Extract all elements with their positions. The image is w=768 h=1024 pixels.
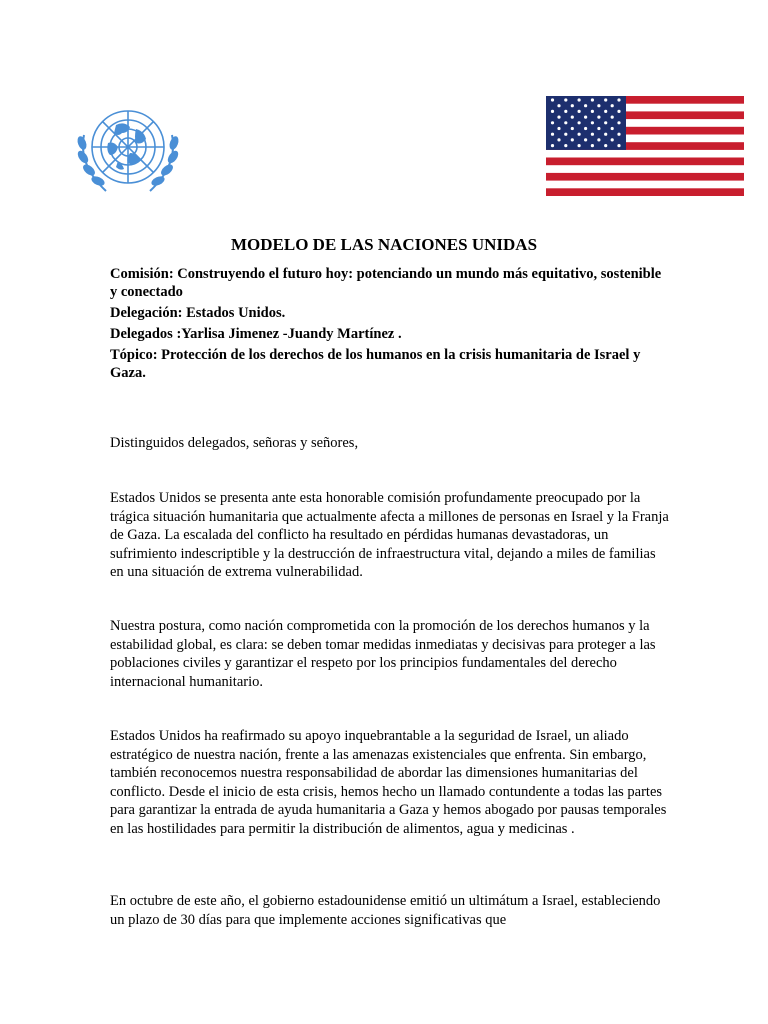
flag-star (551, 110, 554, 113)
flag-star (597, 116, 600, 119)
flag-star (597, 104, 600, 107)
flag-star (571, 127, 574, 130)
flag-star (584, 127, 587, 130)
flag-star (591, 98, 594, 101)
flag-star (557, 116, 560, 119)
flag-star (611, 127, 614, 130)
flag-star (604, 98, 607, 101)
delegates-line: Delegados :Yarlisa Jimenez -Juandy Martínez . (110, 326, 402, 342)
flag-star (611, 116, 614, 119)
flag-star (611, 138, 614, 141)
topic-line: Tópico: Protección de los derechos de los humanos en la crisis humanitaria de Israel y Gaza. (110, 347, 641, 381)
flag-star (604, 144, 607, 147)
flag-star (597, 138, 600, 141)
flag-star (564, 144, 567, 147)
flag-star (557, 104, 560, 107)
commission-line: Comisión: Construyendo el futuro hoy: potenciando un mundo más equitativo, sostenible y conectado (110, 266, 662, 300)
flag-star (578, 133, 581, 136)
flag-star (557, 138, 560, 141)
flag-star (578, 144, 581, 147)
delegation-line: Delegación: Estados Unidos. (110, 305, 286, 321)
flag-star (597, 127, 600, 130)
flag-star (557, 127, 560, 130)
flag-star (564, 133, 567, 136)
flag-star (591, 121, 594, 124)
flag-star (617, 121, 620, 124)
flag-star (551, 98, 554, 101)
flag-star (584, 116, 587, 119)
flag-star (591, 133, 594, 136)
paragraph-4: En octubre de este año, el gobierno estadounidense emitió un ultimátum a Israel, estableciendo un plazo de 30 días para que implemente acciones significativas que (110, 893, 661, 928)
flag-star (551, 133, 554, 136)
document-header (110, 265, 670, 385)
flag-star (571, 104, 574, 107)
flag-star (604, 121, 607, 124)
flag-star (578, 110, 581, 113)
flag-star (551, 121, 554, 124)
paragraph-1: Estados Unidos se presenta ante esta honorable comisión profundamente preocupado por la trágica situación humanitaria que actualmente afecta a millones de personas en Israel y la Franja de Gaza. La escalada del conflicto ha resultado en pérdidas humanas devastadoras, un sufrimiento indescriptible y la destrucción de infraestructura vital, dejando a miles de familias en una situación de extrema vulnerabilidad. (110, 490, 669, 580)
us-flag-icon (546, 96, 744, 196)
flag-star (617, 98, 620, 101)
paragraph-2: Nuestra postura, como nación comprometida con la promoción de los derechos humanos y la estabilidad global, es clara: se deben tomar medidas inmediatas y decisivas para proteger a las poblaciones civiles y garantizar el respeto por los principios fundamentales del derecho internacional humanitario. (110, 618, 656, 690)
un-emblem-icon (64, 95, 192, 203)
flag-star (584, 104, 587, 107)
flag-star (591, 110, 594, 113)
flag-star (611, 104, 614, 107)
flag-star (604, 133, 607, 136)
flag-star (578, 121, 581, 124)
flag-star (584, 138, 587, 141)
flag-star (578, 98, 581, 101)
paragraph-3: Estados Unidos ha reafirmado su apoyo inquebrantable a la seguridad de Israel, un aliado estratégico de nuestra nación, frente a las amenazas existenciales que enfrenta. Sin embargo, también reconocemos nuestra responsabilidad de abordar las dimensiones humanitarias del conflicto. Desde el inicio de esta crisis, hemos hecho un llamado contundente a todas las partes para garantizar la entrada de ayuda humanitaria a Gaza y hemos abogado por pausas temporales en las hostilidades para permitir la distribución de alimentos, agua y medicinas . (110, 728, 667, 837)
document-title: MODELO DE LAS NACIONES UNIDAS (230, 235, 538, 254)
flag-star (617, 133, 620, 136)
flag-star (564, 110, 567, 113)
flag-star (604, 110, 607, 113)
flag-star (617, 110, 620, 113)
flag-star (571, 138, 574, 141)
flag-star (571, 116, 574, 119)
flag-star (591, 144, 594, 147)
flag-star (617, 144, 620, 147)
flag-star (551, 144, 554, 147)
greeting: Distinguidos delegados, señoras y señores, (110, 435, 359, 451)
flag-star (564, 121, 567, 124)
flag-star (564, 98, 567, 101)
